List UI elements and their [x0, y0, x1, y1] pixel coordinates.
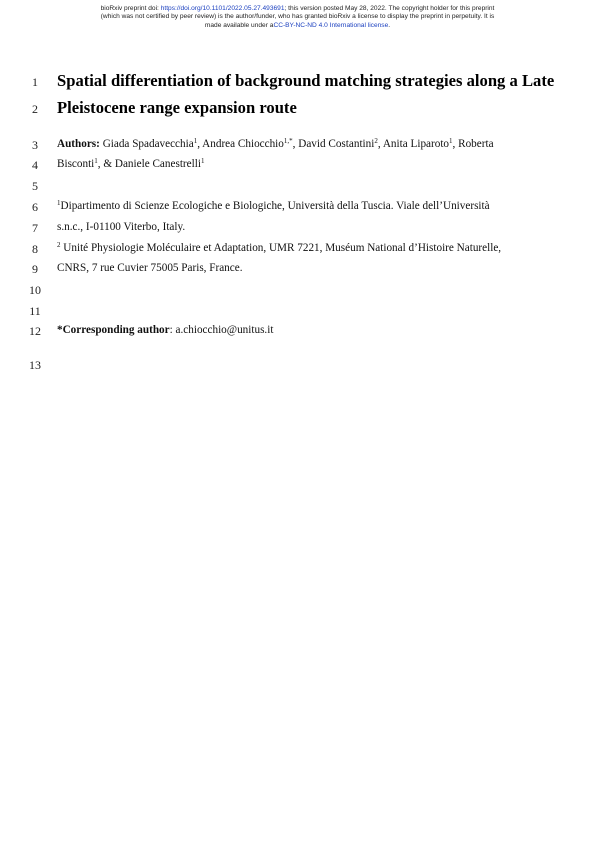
- notice-line-1: bioRxiv preprint doi: https://doi.org/10.1101/2022.05.27.493691; this version posted May 28, 2022. The copyright holder for this preprint: [100, 5, 495, 12]
- line-number: 7: [32, 221, 38, 235]
- corresponding-author: [57, 324, 547, 336]
- line-number: 13: [29, 358, 41, 372]
- notice-line-2: (which was not certified by peer review) is the author/funder, who has granted bioRxiv a license to display the preprint in perpetuity. It is: [100, 13, 495, 21]
- doi-link[interactable]: https://doi.org/10.1101/2022.05.27.493691: [160, 5, 285, 12]
- authors-line-1: Authors: Giada Spadavecchia$^1$, Andrea Chiocchio$^{1,*}$, David Costantini$^2$, Anita Liparoto$^1$, Roberta: [57, 137, 494, 150]
- paper-title-line-1: Spatial differentiation of background matching strategies along a Late: [57, 71, 555, 90]
- line-number: 1: [32, 75, 38, 89]
- corresponding-email: : a.chiocchio@unitus.it: [169, 324, 274, 336]
- preprint-notice: [40, 5, 555, 30]
- line-number: 6: [32, 200, 38, 214]
- authors-line-2: Bisconti$^1$, & Daniele Canestrelli$^1$: [57, 157, 205, 170]
- line-number: 9: [32, 262, 38, 276]
- line-number: 3: [32, 138, 38, 152]
- line-number: 5: [32, 179, 38, 193]
- authors-label: Authors:: [57, 138, 100, 150]
- notice-line-3: made available under aCC-BY-NC-ND 4.0 International license.: [204, 21, 391, 29]
- paper-title-line-2: Pleistocene range expansion route: [57, 98, 297, 117]
- line-number: 10: [29, 283, 41, 297]
- line-number: 8: [32, 242, 38, 256]
- line-number: 11: [29, 304, 41, 318]
- line-number: 4: [32, 158, 38, 172]
- affiliation-2-line-2: CNRS, 7 rue Cuvier 75005 Paris, France.: [57, 262, 243, 274]
- affiliation-2-line-1: $^2$ Unité Physiologie Moléculaire et Adaptation, UMR 7221, Muséum National d’Histoire Naturelle,: [57, 241, 502, 254]
- license-link[interactable]: CC-BY-NC-ND 4.0 International license: [273, 21, 389, 29]
- affiliation-1-line-2: s.n.c., I-01100 Viterbo, Italy.: [57, 221, 186, 233]
- corresponding-label: *Corresponding author: [57, 324, 170, 336]
- affiliation-1-line-1: $^1$Dipartimento di Scienze Ecologiche e Biologiche, Università della Tuscia. Viale dell’Università: [57, 199, 490, 212]
- line-number: 12: [29, 324, 41, 338]
- line-number: 2: [32, 102, 38, 116]
